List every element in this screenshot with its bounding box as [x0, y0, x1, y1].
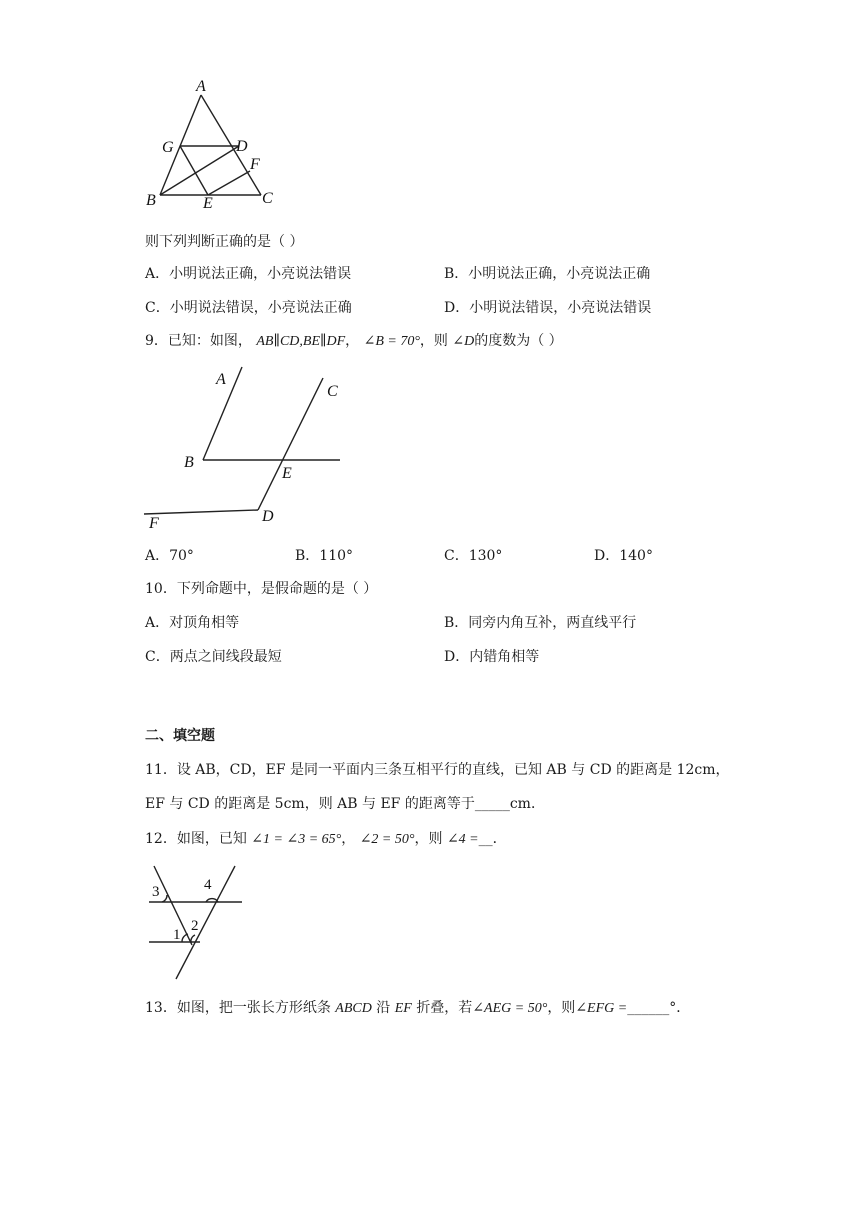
q8-label-f: F: [250, 156, 260, 173]
q9-stem: [145, 331, 563, 352]
q12-angles-diagram: [140, 860, 250, 985]
q11-line1: 11．设 AB，CD，EF 是同一平面内三条互相平行的直线，已知 AB 与 CD 的距离是 12cm，: [145, 762, 730, 778]
q10-option-d: D．内错角相等: [444, 649, 540, 665]
q8-label-c: C: [262, 190, 273, 207]
q8-triangle-diagram: [140, 74, 290, 214]
q9-label-c: C: [327, 383, 338, 400]
q9-option-c: C．130°: [444, 548, 503, 564]
q13-post: °．: [669, 1000, 691, 1016]
q9-label-e: E: [282, 465, 292, 482]
q9-math-parallel: AB∥CD,BE∥DF: [256, 334, 346, 349]
q9-label-b: B: [184, 454, 194, 471]
q13-blank: ______: [627, 1000, 670, 1016]
q8-option-a: A．小明说法正确，小亮说法错误: [145, 266, 352, 282]
q12-separator: ，: [341, 831, 356, 847]
q12-math-angle-2: ∠2 = 50°: [359, 832, 415, 847]
q9-mid: ，则: [419, 333, 448, 349]
q12-label-2: 2: [191, 918, 199, 934]
q8-option-d: D．小明说法错误，小亮说法错误: [444, 300, 652, 316]
q9-option-b: B．110°: [295, 548, 354, 564]
q9-number: 9．已知：如图，: [145, 333, 252, 349]
q8-label-e: E: [203, 195, 213, 212]
q11-line2-pre: EF 与 CD 的距离是 5cm，则 AB 与 EF 的距离等于: [145, 796, 475, 812]
q8-label-b: B: [146, 192, 156, 209]
q13-stem: [145, 998, 690, 1019]
section-title-fill-in: 二、填空题: [145, 728, 215, 744]
q8-label-a: A: [196, 78, 206, 95]
q9-separator: ，: [345, 333, 360, 349]
q13-mid3: ，则: [547, 1000, 576, 1016]
q10-stem: 10．下列命题中，是假命题的是（ ）: [145, 581, 378, 597]
q8-label-g: G: [162, 139, 174, 156]
q8-label-d: D: [236, 138, 248, 155]
q12-label-4: 4: [204, 877, 212, 893]
q10-option-a: A．对顶角相等: [145, 615, 240, 631]
q8-option-b: B．小明说法正确，小亮说法正确: [444, 266, 651, 282]
q10-option-c: C．两点之间线段最短: [145, 649, 282, 665]
q8-option-c: C．小明说法错误，小亮说法正确: [145, 300, 352, 316]
q13-pre: 13．如图，把一张长方形纸条: [145, 1000, 331, 1016]
q9-math-angle-b: ∠B = 70°: [363, 334, 420, 349]
q13-math-angle-efg: ∠EFG =: [575, 1001, 628, 1016]
q12-mid: ，则: [414, 831, 443, 847]
q9-option-d: D．140°: [594, 548, 653, 564]
q9-math-angle-d: ∠D: [452, 334, 475, 349]
q13-mid2: 折叠，若: [416, 1000, 473, 1016]
q9-figure: [140, 362, 355, 532]
q11-line2: [145, 794, 545, 814]
q10-option-b: B．同旁内角互补，两直线平行: [444, 615, 637, 631]
q9-parallel-lines-diagram: [140, 362, 355, 532]
q13-math-ef: EF: [394, 1001, 412, 1016]
q12-label-1: 1: [173, 927, 181, 943]
q13-mid1: 沿: [376, 1000, 391, 1016]
q11-blank: _____: [474, 796, 510, 812]
q12-blank: __: [478, 831, 493, 847]
q12-label-3: 3: [152, 884, 160, 900]
q9-label-f: F: [149, 515, 159, 532]
q13-math-angle-aeg: ∠AEG = 50°: [472, 1001, 548, 1016]
q9-label-a: A: [216, 371, 226, 388]
q11-line2-post: cm．: [509, 796, 545, 812]
q12-figure: [140, 860, 250, 985]
q12-math-angles-1-3: ∠1 = ∠3 = 65°: [251, 832, 342, 847]
q9-tail: 的度数为（ ）: [474, 333, 563, 349]
q12-post: ．: [492, 831, 507, 847]
q9-label-d: D: [262, 508, 274, 525]
q8-prompt: 则下列判断正确的是（ ）: [145, 234, 304, 250]
q8-figure: [140, 74, 290, 214]
q12-math-angle-4: ∠4 =: [446, 832, 479, 847]
q9-option-a: A．70°: [145, 548, 194, 564]
q12-stem: [145, 829, 507, 850]
q13-math-abcd: ABCD: [335, 1001, 372, 1016]
q12-pre: 12．如图，已知: [145, 831, 247, 847]
